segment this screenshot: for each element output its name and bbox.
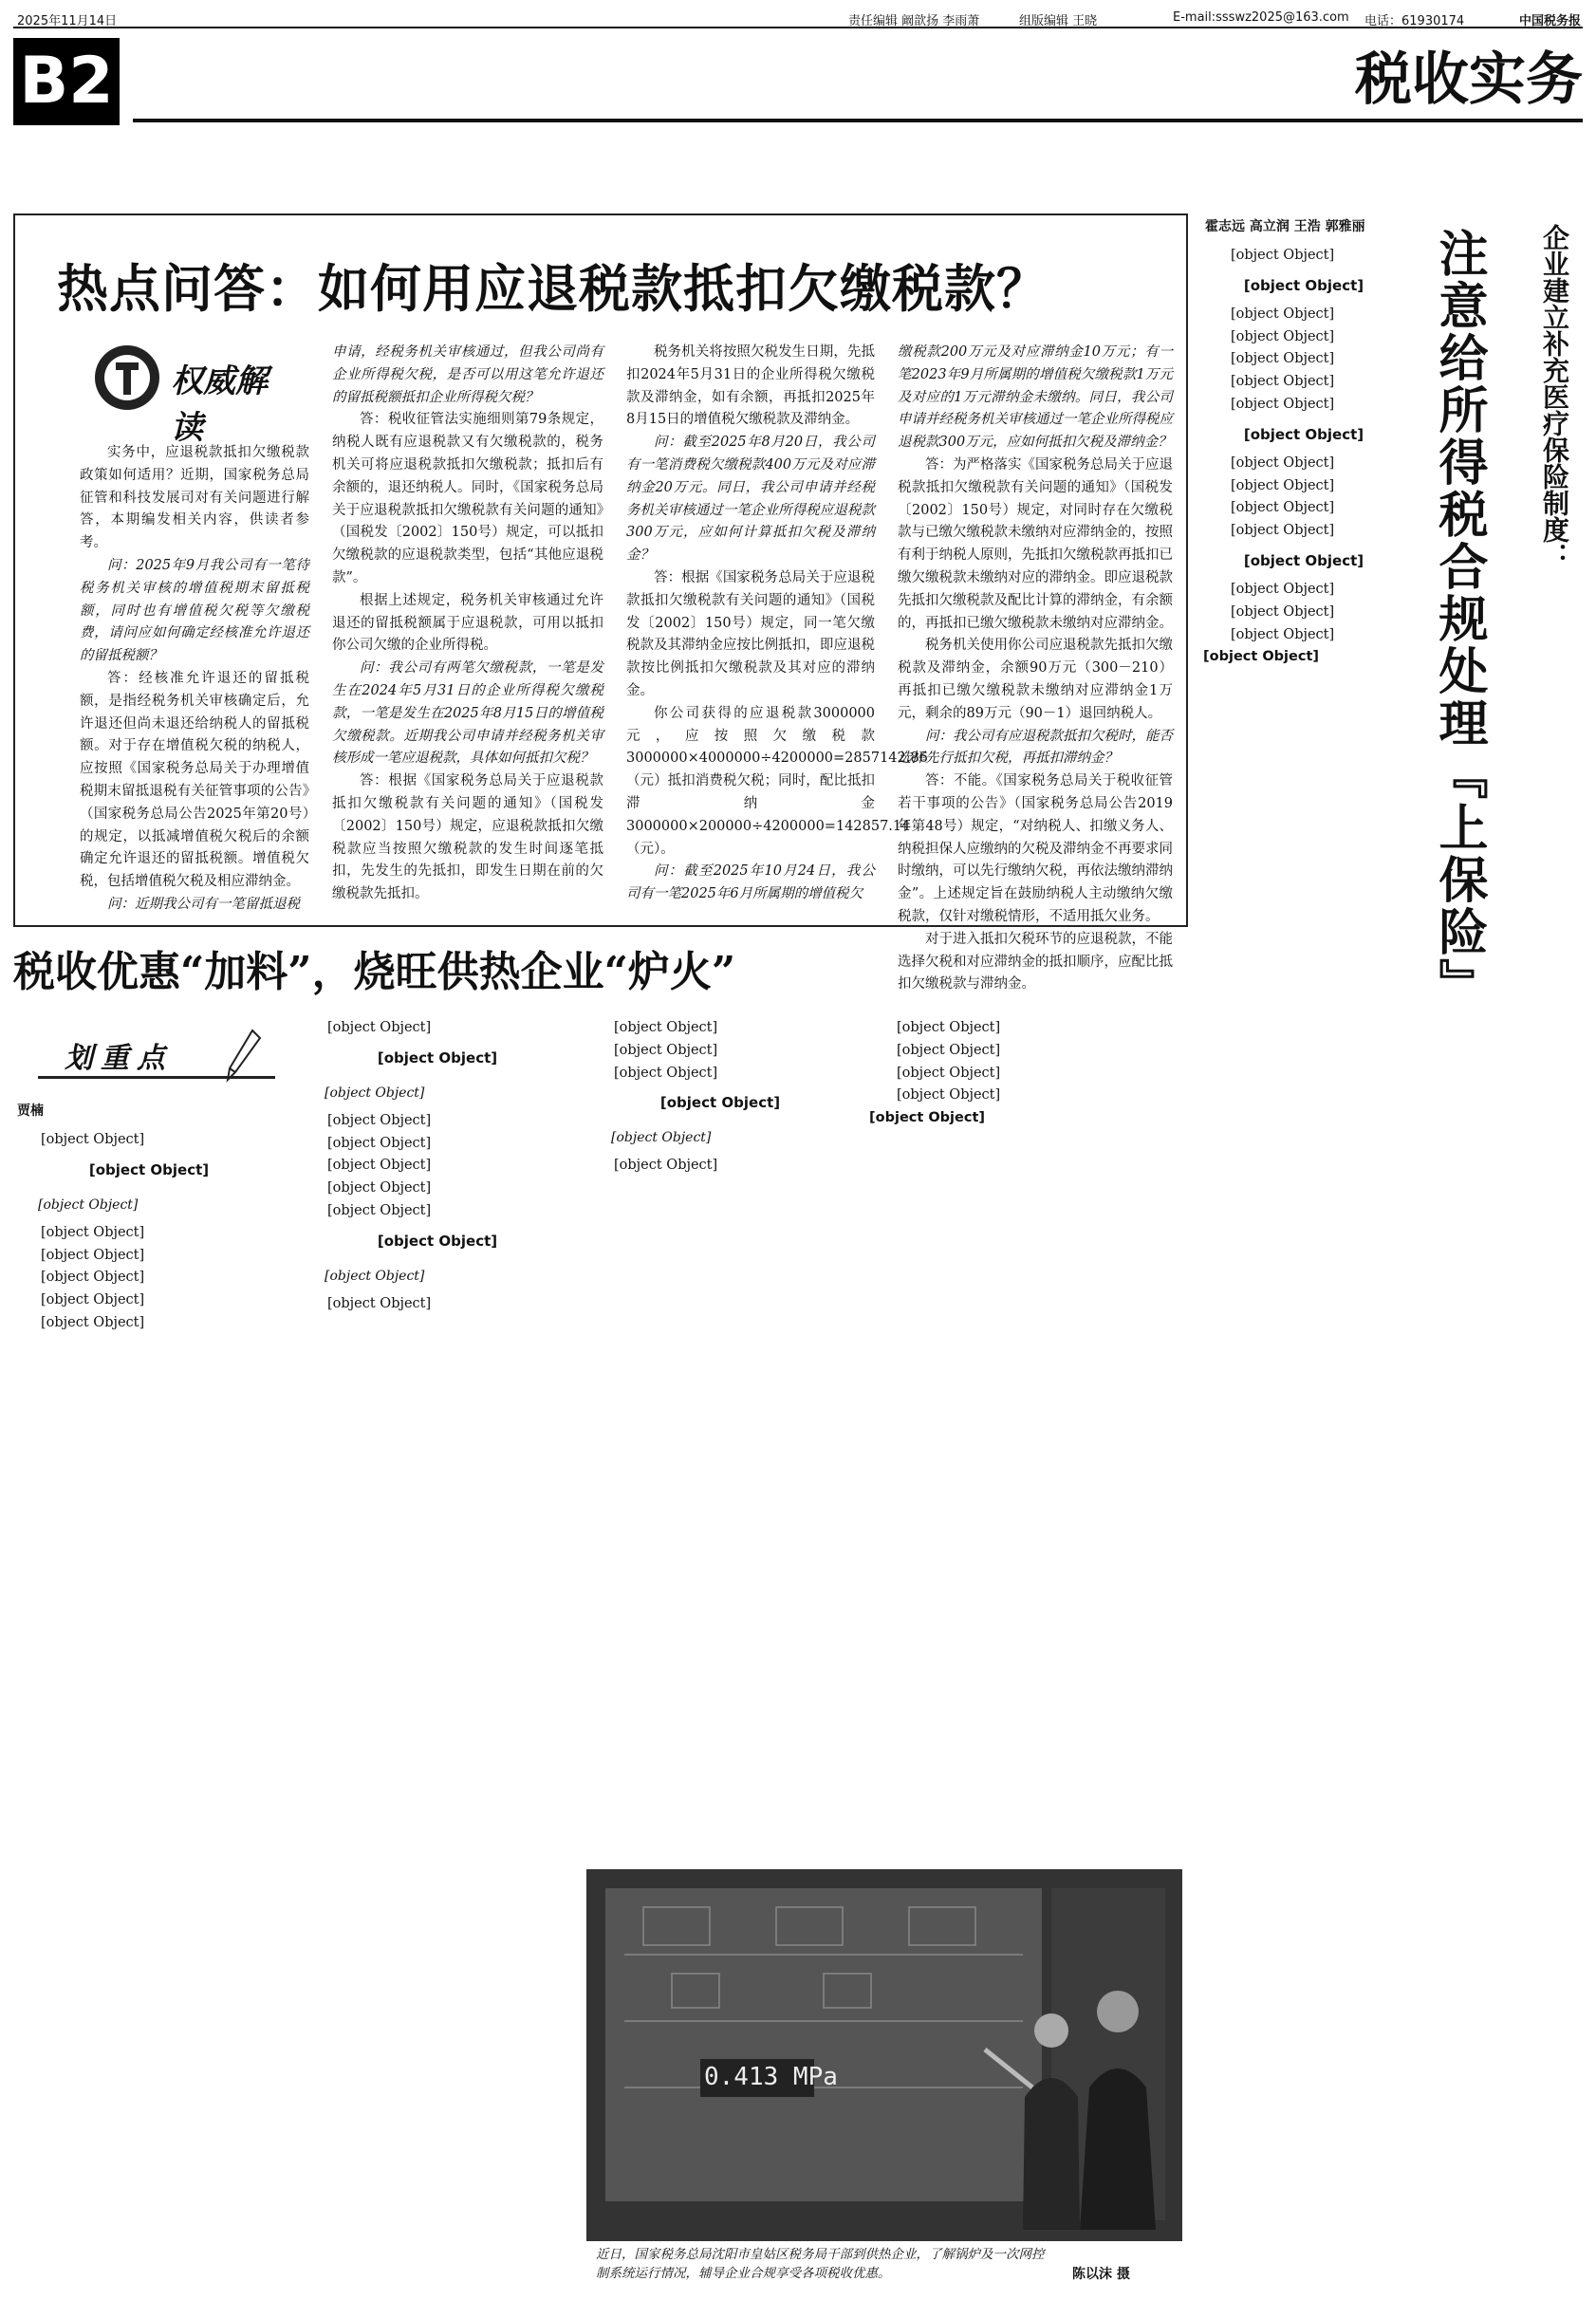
subheading: [object Object]: [659, 1094, 781, 1112]
heating-col-4: [869, 1017, 1182, 1858]
paragraph: 缴税款200万元及对应滞纳金10万元；有一笔2023年9月所属期的增值税欠缴税款1万元及对应的1万元滞纳金未缴纳。同日，我公司申请并经税务机关审核通过一笔企业所得税应退税款300万元，应如何抵扣欠税及滞纳金？: [898, 344, 1173, 451]
header-rule: [133, 119, 1583, 122]
qa-col-2: [332, 342, 603, 917]
paragraph: [object Object]: [1231, 477, 1335, 493]
paragraph: 对于进入抵扣欠税环节的应退税款，不能选择欠税和对应滞纳金的抵扣顺序，应配比抵扣欠缴税款与滞纳金。: [898, 931, 1173, 992]
paragraph: [object Object]: [41, 1292, 145, 1308]
responsible-editor: 责任编辑 阚歆扬 李雨萧: [848, 14, 980, 28]
qa-col-4: [898, 342, 1173, 992]
paragraph: [object Object]: [1231, 351, 1335, 367]
paragraph: [object Object]: [1231, 523, 1335, 539]
paragraph: [object Object]: [897, 1087, 1001, 1104]
paragraph: [object Object]: [1231, 603, 1335, 620]
paragraph: 问：截至2025年8月20日，我公司有一笔消费税欠缴税款400万元及对应滞纳金20万元。同日，我公司申请并经税务机关审核通过一笔企业所得税应退税款300万元，应如何计算抵扣欠税及滞纳金？: [626, 435, 875, 564]
photo-caption: 近日，国家税务总局沈阳市皇姑区税务局干部到供热企业，了解锅炉及一次网控制系统运行情况，辅导企业合规享受各项税收优惠。: [596, 2247, 1045, 2281]
tax-emblem-icon: [91, 342, 163, 414]
subheading: [object Object]: [377, 1232, 498, 1250]
paragraph: [object Object]: [614, 1042, 718, 1058]
paragraph: 答：经核准允许退还的留抵税额，是指经税务机关审核确定后，允许退还但尚未退还给纳税人的留抵税额。对于存在增值税欠税的纳税人，应按照《国家税务总局关于办理增值税期末留抵退税有关征管事项的公告》（国家税务总局公告2025年第20号）的规定，以抵减增值税欠税后的余额确定允许退还的留抵税额。增值税欠税，包括增值税欠税及相应滞纳金。: [80, 670, 309, 890]
paragraph: [object Object]: [614, 1065, 718, 1081]
paragraph: [object Object]: [1231, 306, 1335, 322]
qa-col-3: [626, 342, 928, 917]
paragraph: [object Object]: [1231, 374, 1335, 390]
author-affiliation: [object Object]: [869, 1110, 986, 1126]
paragraph: [object Object]: [41, 1270, 145, 1286]
subheading: [object Object]: [377, 1048, 498, 1067]
paragraph: [object Object]: [327, 1202, 432, 1218]
insurance-authors: 霍志远 高立润 王浩 郭雅丽: [1205, 219, 1365, 234]
page-number: B2: [13, 38, 120, 125]
pressure-readout: 0.413 MPa: [704, 2063, 838, 2091]
subheading: [object Object]: [1243, 551, 1364, 569]
badge-label: 权威解读: [171, 362, 268, 447]
subheading: [object Object]: [1243, 425, 1364, 443]
insurance-body: [1203, 245, 1404, 2294]
paragraph: [object Object]: [41, 1132, 145, 1147]
paragraph: [object Object]: [41, 1314, 145, 1330]
paragraph: [object Object]: [1231, 396, 1335, 412]
paragraph: 答：不能。《国家税务总局关于税收征管若干事项的公告》（国家税务总局公告2019年第48号）规定，“对纳税人、扣缴义务人、纳税担保人应缴纳的欠税及滞纳金不再要求同时缴纳，可以先行缴纳欠税，再依法缴纳滞纳金”。上述规定旨在鼓励纳税人主动缴纳欠缴税款，仅针对缴税情形，不适用抵欠业务。: [898, 773, 1173, 924]
paragraph: 申请，经税务机关审核通过，但我公司尚有企业所得税欠税，是否可以用这笔允许退还的留抵税额抵扣企业所得税欠税？: [332, 344, 603, 405]
pencil-icon: [224, 1029, 262, 1082]
paragraph: 税务机关将按照欠税发生日期，先抵扣2024年5月31日的企业所得税欠缴税款及滞纳金，如有余额，再抵扣2025年8月15日的增值税欠缴税款及滞纳金。: [626, 344, 875, 428]
paragraph: [object Object]: [614, 1158, 718, 1174]
paragraph: [object Object]: [327, 1295, 432, 1311]
photo-credit: 陈以沫 摄: [1072, 2267, 1130, 2282]
subheading: [object Object]: [88, 1160, 210, 1178]
badge-label: 划重点: [65, 1042, 173, 1075]
pull-quote: [object Object]: [611, 1130, 712, 1146]
paragraph: [object Object]: [897, 1042, 1001, 1058]
paragraph: 问：截至2025年10月24日，我公司有一笔2025年6月所属期的增值税欠: [626, 863, 875, 902]
paragraph: [object Object]: [327, 1112, 432, 1128]
paragraph: 税务机关使用你公司应退税款先抵扣欠缴税款及滞纳金，余额90万元（300－210）再抵扣已缴欠缴税款未缴纳对应滞纳金1万元，剩余的89万元（90－1）退回纳税人。: [898, 638, 1173, 721]
paragraph: 答：税收征管法实施细则第79条规定，纳税人既有应退税款又有欠缴税款的，税务机关可将应退税款抵扣欠缴税款；抵扣后有余额的，退还纳税人。同时，《国家税务总局关于应退税款抵扣欠缴税款有关问题的通知》（国税发〔2002〕150号）规定，可以抵扣欠缴税款的应退税款类型，包括“其他应退税款”。: [332, 412, 603, 585]
paragraph: 你公司获得的应退税款3000000元，应按照欠缴税款3000000×4000000÷4200000=2857142.86（元）抵扣消费税欠税；同时，配比抵扣滞纳金3000000×200000÷4200000=142857.14（元）。: [626, 705, 928, 857]
paragraph: [object Object]: [327, 1020, 432, 1035]
pull-quote: [object Object]: [325, 1268, 425, 1284]
heating-control-room-photo: [586, 1869, 1182, 2241]
paragraph: [object Object]: [897, 1020, 1001, 1035]
insurance-title: 注意给所得税合规处理『上保险』: [1430, 228, 1488, 1011]
paragraph: 问：我公司有两笔欠缴税款，一笔是发生在2024年5月31日的企业所得税欠缴税款，一笔是发生在2025年8月15日的增值税欠缴税款。近期我公司申请并经税务机关审核形成一笔应退税款，具体如何抵扣欠税？: [332, 660, 603, 767]
qa-col-1: [80, 442, 309, 917]
paragraph: [object Object]: [41, 1224, 145, 1240]
photo-scene: [586, 1869, 1182, 2241]
paragraph: [object Object]: [614, 1020, 718, 1035]
paragraph: [object Object]: [41, 1247, 145, 1263]
paragraph: 根据上述规定，税务机关审核通过允许退还的留抵税额属于应退税款，可用以抵扣你公司欠缴的企业所得税。: [332, 592, 603, 654]
paragraph: 答：根据《国家税务总局关于应退税款抵扣欠缴税款有关问题的通知》（国税发〔2002〕150号）规定，应退税款抵扣欠缴税款应当按照欠缴税款的发生时间逐笔抵扣，先发生的先抵扣，即发生日期在前的欠缴税款先抵扣。: [332, 773, 603, 902]
heating-col-2: [300, 1017, 575, 2294]
article-qa-title: 热点问答：如何用应退税款抵扣欠缴税款？: [57, 258, 1049, 319]
paragraph: 问：我公司有应退税款抵扣欠税时，能否选择先行抵扣欠税，再抵扣滞纳金？: [898, 728, 1173, 767]
paragraph: [object Object]: [1231, 626, 1335, 642]
paragraph: [object Object]: [327, 1158, 432, 1174]
insurance-kicker: 企业建立补充医疗保险制度：: [1539, 224, 1570, 569]
authority-badge: [91, 342, 298, 447]
newspaper-name: 中国税务报: [1518, 14, 1581, 28]
phone: 电话：61930174: [1364, 14, 1465, 28]
paragraph: [object Object]: [327, 1135, 432, 1151]
paragraph: [object Object]: [1231, 328, 1335, 344]
paragraph: [object Object]: [327, 1180, 432, 1196]
paragraph: 实务中，应退税款抵扣欠缴税款政策如何适用？近期，国家税务总局征管和科技发展司对有关问题进行解答，本期编发相关内容，供读者参考。: [80, 445, 309, 551]
heating-article-title: 税收优惠“加料”，烧旺供热企业“炉火”: [13, 948, 736, 996]
paragraph: [object Object]: [897, 1065, 1001, 1081]
pull-quote: [object Object]: [325, 1085, 425, 1101]
paragraph: 问：近期我公司有一笔留抵退税: [107, 896, 300, 912]
email[interactable]: E-mail:ssswz2025@163.com: [1173, 10, 1349, 25]
paragraph: [object Object]: [1231, 500, 1335, 516]
paragraph: 答：为严格落实《国家税务总局关于应退税款抵扣欠缴税款有关问题的通知》（国税发〔2002〕150号）规定，对同时存在欠缴税款与已缴欠缴税款未缴纳对应滞纳金的，按照有利于纳税人原则，先抵扣欠缴税款再抵扣已缴欠缴税款未缴纳对应的滞纳金。即应退税款先抵扣欠缴税款及配比计算的滞纳金，有余额的，再抵扣已缴欠缴税款未缴纳对应滞纳金。: [898, 456, 1173, 631]
author-affiliation: [object Object]: [1203, 649, 1320, 665]
pull-quote: [object Object]: [38, 1196, 139, 1213]
paragraph: 问：2025年9月我公司有一笔待税务机关审核的增值税期末留抵税额，同时也有增值税欠税等欠缴税费，请问应如何确定经核准允许退还的留抵税额？: [80, 557, 309, 664]
page-header: [13, 8, 1583, 28]
paragraph: 答：根据《国家税务总局关于应退税款抵扣欠缴税款有关问题的通知》（国税发〔2002〕150号）规定，同一笔欠缴税款及其滞纳金应按比例抵扣，即应退税款按比例抵扣欠缴税款及其对应的滞纳金。: [626, 569, 875, 698]
heating-col-1: [13, 1129, 285, 2294]
heating-author: 贾楠: [17, 1104, 44, 1119]
issue-date: 2025年11月14日: [17, 14, 118, 28]
layout-editor: 组版编辑 王晓: [1019, 14, 1098, 28]
key-points-badge: [38, 1027, 285, 1085]
section-title: 税收实务: [1355, 46, 1583, 113]
paragraph: [object Object]: [1231, 581, 1335, 597]
paragraph: [object Object]: [1231, 454, 1335, 471]
paragraph: [object Object]: [1231, 248, 1335, 263]
subheading: [object Object]: [1243, 276, 1364, 294]
